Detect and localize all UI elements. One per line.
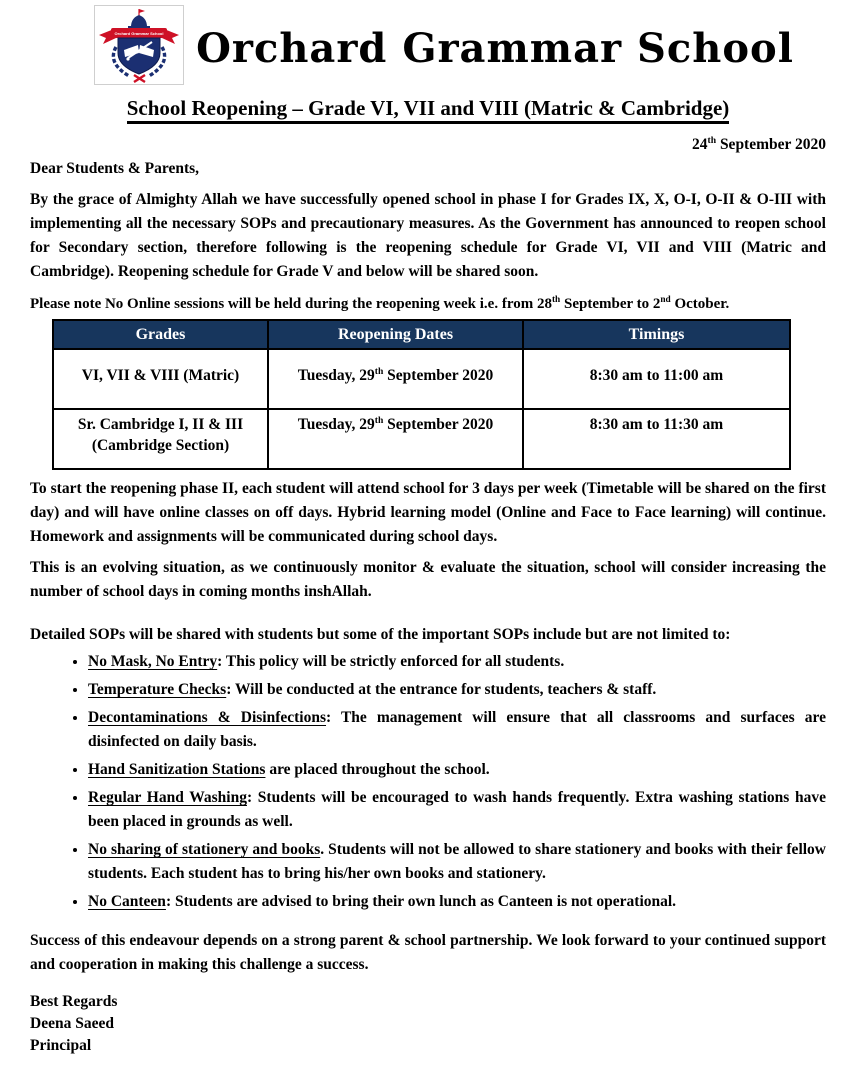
signoff-name: Deena Saeed (30, 1015, 114, 1032)
no-online-note: Please note No Online sessions will be held during the reopening week i.e. from 28th September to 2nd October. (30, 295, 730, 312)
paragraph-phase1: By the grace of Almighty Allah we have successfully opened school in phase I for Grades IX, X, O-I, O-II & O-III with implementing all the necessary SOPs and precautionary measures. As the Government has announced to reopen school for Secondary section, therefore following is the reopening schedule for Grade VI, VII and VIII (Matric and Cambridge). Reopening schedule for Grade V and below will be shared soon. (30, 191, 826, 280)
table-row-matric (53, 349, 790, 409)
sop-rest: . Students will not be allowed to share stationery and books with their fellow students. Each student has to bring his/her own books and stationery. (88, 841, 826, 882)
sop-item-no-sharing (88, 838, 826, 886)
signoff-block (30, 991, 826, 1057)
sop-item-decontamination (88, 706, 826, 754)
sop-rest: : Will be conducted at the entrance for students, teachers & staff. (226, 681, 657, 698)
document-title (30, 95, 826, 122)
crest-banner-text: Orchard Grammar School (114, 31, 164, 36)
sop-item-no-mask (88, 650, 826, 674)
timing-cell: 8:30 am to 11:00 am (523, 349, 790, 409)
sop-lead: No Canteen (88, 893, 166, 910)
sop-item-no-canteen (88, 890, 826, 914)
column-header-timings: Timings (523, 320, 790, 349)
sop-lead: Temperature Checks (88, 681, 227, 698)
sop-item-sanitization (88, 758, 826, 782)
sop-rest: : Students are advised to bring their own lunch as Canteen is not operational. (165, 893, 677, 910)
sop-rest: : This policy will be strictly enforced for all students. (217, 653, 565, 670)
sop-lead: Decontaminations & Disinfections (88, 709, 327, 726)
sop-rest: are placed throughout the school. (265, 761, 490, 778)
sop-list (30, 650, 826, 914)
column-header-grades: Grades (53, 320, 268, 349)
timing-cell: 8:30 am to 11:30 am (523, 409, 790, 469)
sop-lead: No Mask, No Entry (88, 653, 218, 670)
signoff-regards: Best Regards (30, 993, 118, 1010)
sop-lead: Hand Sanitization Stations (88, 761, 266, 778)
letterhead (30, 8, 826, 90)
table-row-cambridge (53, 409, 790, 469)
closing-paragraph: Success of this endeavour depends on a strong parent & school partnership. We look forward to your continued support and cooperation in making this challenge a success. (30, 932, 826, 973)
grade-cell: Sr. Cambridge I, II & III (Cambridge Section) (53, 409, 268, 469)
paragraph-phase2: To start the reopening phase II, each student will attend school for 3 days per week (Timetable will be shared on the first day) and will have online classes on off days. Hybrid learning model (Online and Face to Face learning) will continue. Homework and assignments will be communicated during school days. (30, 480, 826, 545)
sop-rest: : Students will be encouraged to wash hands frequently. Extra washing stations have been placed in grounds as well. (88, 789, 827, 830)
sop-rest: : The management will ensure that all classrooms and surfaces are disinfected on daily basis. (88, 709, 826, 750)
sop-item-temperature (88, 678, 826, 702)
signoff-role: Principal (30, 1037, 92, 1054)
table-header-row (53, 320, 790, 349)
salutation: Dear Students & Parents, (30, 160, 200, 177)
date-cell: Tuesday, 29th September 2020 (268, 349, 523, 409)
sop-item-hand-washing (88, 786, 826, 834)
paragraph-evolving: This is an evolving situation, as we continuously monitor & evaluate the situation, school will consider increasing the number of school days in coming months inshAllah. (30, 559, 826, 600)
sop-lead: Regular Hand Washing (88, 789, 247, 806)
sop-lead: No sharing of stationery and books (88, 841, 321, 858)
date-cell: Tuesday, 29th September 2020 (268, 409, 523, 469)
sops-intro: Detailed SOPs will be shared with students but some of the important SOPs include but are not limited to: (30, 626, 731, 643)
reopening-schedule-table (52, 319, 791, 470)
letter-date: 24th September 2020 (692, 134, 826, 153)
school-crest-icon (94, 5, 184, 93)
school-name: Orchard Grammar School (196, 25, 794, 72)
document-title-text: School Reopening – Grade VI, VII and VIII (Matric & Cambridge) (127, 96, 730, 124)
grade-cell: VI, VII & VIII (Matric) (53, 349, 268, 409)
column-header-reopening-dates: Reopening Dates (268, 320, 523, 349)
